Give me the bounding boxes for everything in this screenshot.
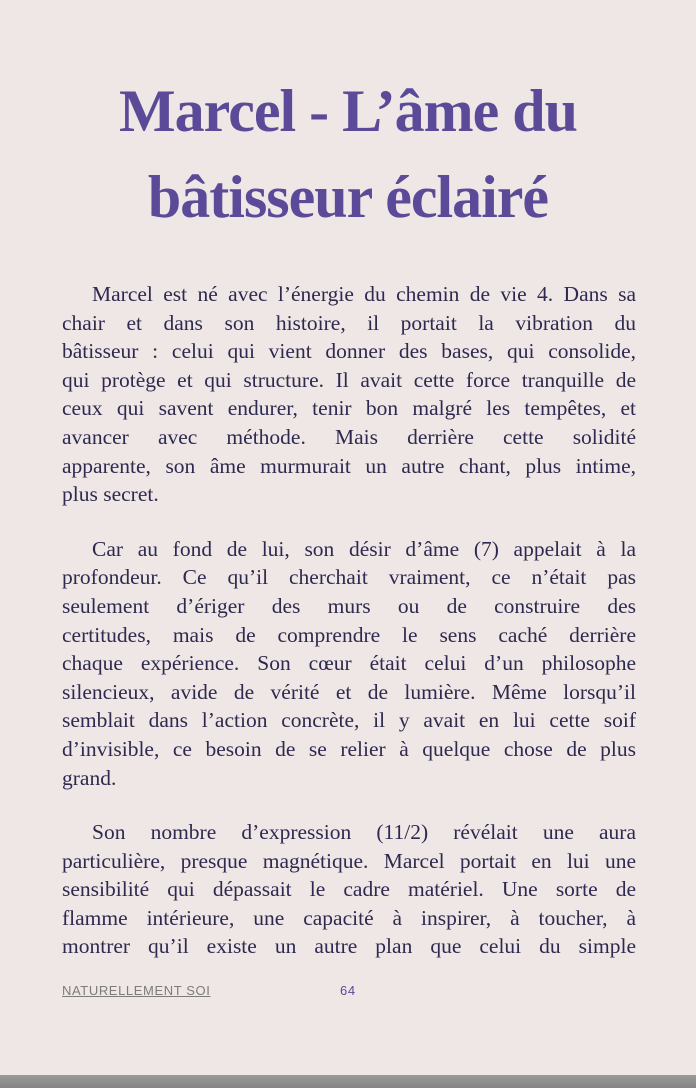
text-line: semblait dans l’action concrète, il y avait en lui cette soif (62, 708, 636, 733)
text-line: seulement d’ériger des murs ou de construire des (62, 593, 636, 618)
text-line: chair et dans son histoire, il portait la vibration du (62, 310, 636, 335)
text-line: montrer qu’il existe un autre plan que celui du simple (62, 934, 636, 959)
page-footer (62, 983, 662, 998)
text-line: grand. (62, 765, 117, 790)
chapter-body (62, 280, 636, 987)
text-line: flamme intérieure, une capacité à inspirer, à toucher, à (62, 905, 636, 930)
text-line: Car au fond de lui, son désir d’âme (7) appelait à la (92, 536, 636, 561)
text-line: certitudes, mais de comprendre le sens caché derrière (62, 622, 636, 647)
chapter-title-line: bâtisseur éclairé (147, 164, 549, 230)
text-line: sensibilité qui dépassait le cadre matériel. Une sorte de (62, 877, 636, 902)
chapter-title (0, 68, 696, 240)
text-line: ceux qui savent endurer, tenir bon malgré les tempêtes, et (62, 396, 636, 421)
paragraph (62, 280, 636, 509)
text-line: d’invisible, ce besoin de se relier à quelque chose de plus (62, 736, 636, 761)
text-line: plus secret. (62, 482, 159, 507)
paragraph (62, 535, 636, 792)
text-line: chaque expérience. Son cœur était celui d’un philosophe (62, 651, 636, 676)
text-line: particulière, presque magnétique. Marcel portait en lui une (62, 848, 636, 873)
text-line: avancer avec méthode. Mais derrière cette solidité (62, 424, 636, 449)
text-line: profondeur. Ce qu’il cherchait vraiment, ce n’était pas (62, 565, 636, 590)
text-line: silencieux, avide de vérité et de lumière. Même lorsqu’il (62, 679, 636, 704)
text-line: Marcel est né avec l’énergie du chemin de vie 4. Dans sa (92, 282, 636, 306)
text-line: Son nombre d’expression (11/2) révélait une aura (92, 820, 636, 845)
page-number: 64 (340, 983, 356, 998)
text-line: qui protège et qui structure. Il avait cette force tranquille de (62, 367, 636, 392)
reader-bottom-bar (0, 1075, 696, 1088)
book-title-link[interactable]: NATURELLEMENT SOI (62, 983, 211, 998)
text-line: bâtisseur : celui qui vient donner des bases, qui consolide, (62, 339, 636, 364)
text-line: apparente, son âme murmurait un autre chant, plus intime, (62, 453, 636, 478)
paragraph (62, 818, 636, 961)
chapter-title-line: Marcel - L’âme du (119, 78, 577, 144)
